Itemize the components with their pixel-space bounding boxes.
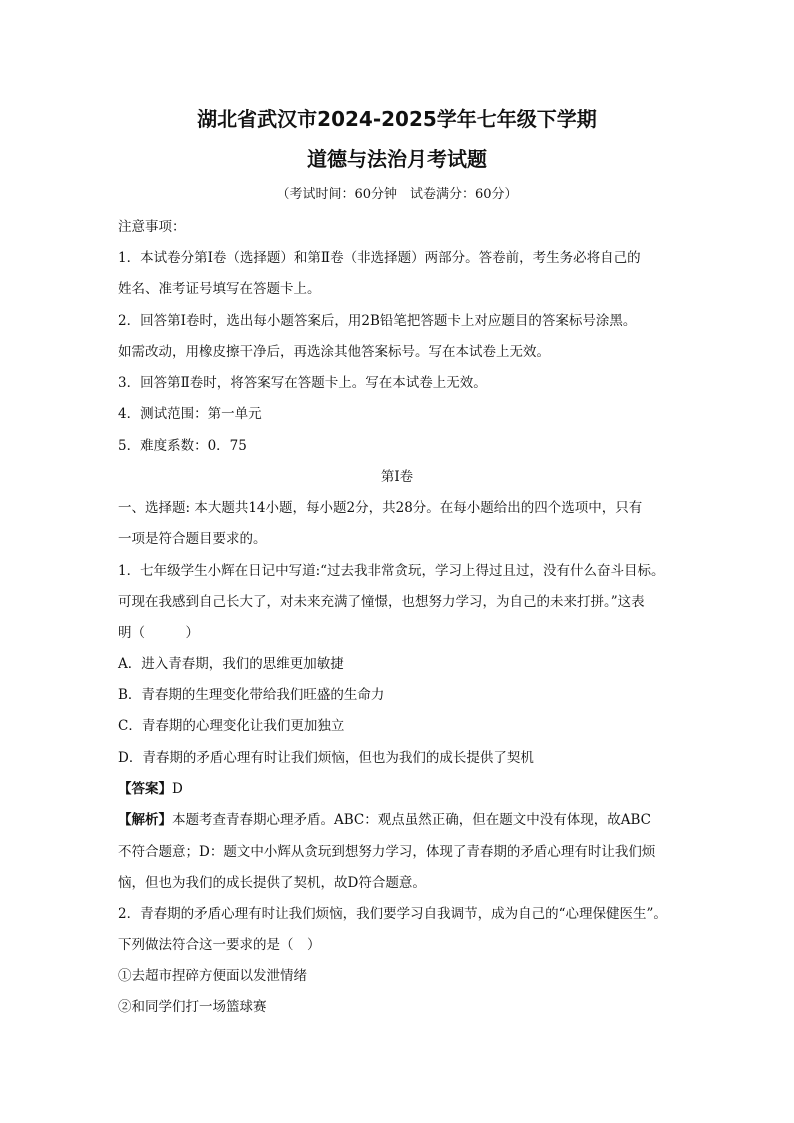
question-1-stem: 1．七年级学生小辉在日记中写道:“过去我非常贪玩，学习上得过且过，没有什么奋斗目标。 [118,563,665,579]
notes-heading: 注意事项： [118,219,186,235]
analysis-label: 【解析】 [118,812,172,828]
notes-line: 1．本试卷分第Ⅰ卷（选择题）和第Ⅱ卷（非选择题）两部分。答卷前，考生务必将自己的 [118,250,641,266]
question-1-option-a: A．进入青春期，我们的思维更加敏捷 [118,656,344,672]
answer-label: 【答案】 [118,781,172,797]
exam-info: （考试时间：60分钟 试卷满分：60分） [276,187,518,202]
section-instructions: 一、选择题: 本大题共14小题，每小题2分，共28分。在每小题给出的四个选项中，只有 [118,500,643,516]
notes-line: 如需改动，用橡皮擦干净后，再选涂其他答案标号。写在本试卷上无效。 [118,344,550,360]
question-1-analysis [118,811,678,829]
question-1-analysis: 恼，但也为我们的成长提供了契机，故D符合题意。 [118,875,426,891]
question-1-analysis: 不符合题意；D：题文中小辉从贪玩到想努力学习，体现了青春期的矛盾心理有时让我们烦 [118,844,656,860]
notes-line: 2．回答第Ⅰ卷时，选出每小题答案后，用2B铅笔把答题卡上对应题目的答案标号涂黑。 [118,313,637,329]
question-2-option: ①去超市捏碎方便面以发泄情绪 [118,968,307,984]
question-1-stem: 明（ ） [118,625,199,641]
notes-line: 姓名、准考证号填写在答题卡上。 [118,281,321,297]
section-instructions: 一项是符合题目要求的。 [118,531,267,547]
notes-line: 5．难度系数：0．75 [118,438,247,454]
volume-title: 第Ⅰ卷 [380,469,414,485]
question-2-option: ②和同学们打一场篮球赛 [118,999,267,1015]
answer-value: D [172,781,183,797]
title-line-1: 湖北省武汉市2024-2025学年七年级下学期 [197,107,597,131]
question-2-stem: 下列做法符合这一要求的是（ ） [118,937,321,953]
question-1-option-c: C．青春期的心理变化让我们更加独立 [118,718,345,734]
analysis-text: 本题考查青春期心理矛盾。ABC：观点虽然正确，但在题文中没有体现，故ABC [172,812,651,828]
question-1-option-d: D．青春期的矛盾心理有时让我们烦恼，但也为我们的成长提供了契机 [118,750,534,766]
question-1-stem: 可现在我感到自己长大了，对未来充满了憧憬，也想努力学习，为自己的未来打拼。”这表 [118,594,645,610]
notes-line: 3．回答第Ⅱ卷时，将答案写在答题卡上。写在本试卷上无效。 [118,375,487,391]
question-2-stem: 2．青春期的矛盾心理有时让我们烦恼，我们要学习自我调节，成为自己的“心理保健医生”。 [118,906,667,922]
notes-line: 4．测试范围：第一单元 [118,406,262,422]
question-1-answer [118,780,678,798]
title-line-2: 道德与法治月考试题 [307,147,487,171]
question-1-option-b: B．青春期的生理变化带给我们旺盛的生命力 [118,687,385,703]
